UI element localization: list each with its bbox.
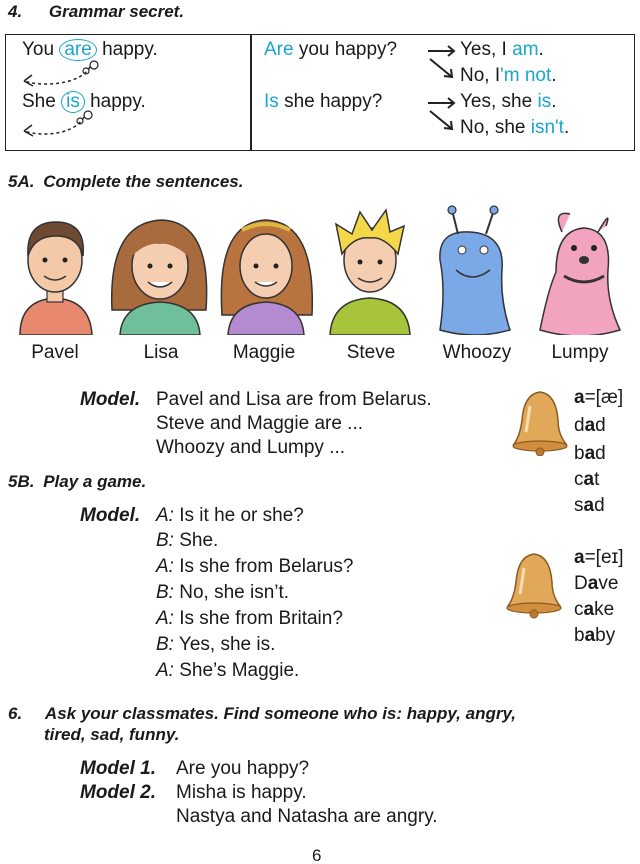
whoozy-illustration bbox=[440, 206, 510, 335]
answer-text: No, I bbox=[460, 65, 501, 86]
dialog-line bbox=[156, 582, 289, 604]
line-text: She’s Maggie. bbox=[179, 660, 300, 681]
answer-arrows-icon bbox=[426, 43, 460, 83]
answer-end: . bbox=[551, 91, 557, 112]
section-title: Grammar secret. bbox=[48, 2, 185, 21]
page-number: 6 bbox=[312, 846, 322, 864]
speaker: A: bbox=[156, 505, 174, 526]
section-5b-heading bbox=[8, 472, 146, 492]
dialog-line bbox=[156, 556, 353, 578]
section-title-line-2: tired, sad, funny. bbox=[44, 725, 180, 744]
question-verb: Are bbox=[264, 39, 294, 60]
model-sentence: Are you happy? bbox=[176, 758, 310, 779]
section-title: Play a game. bbox=[43, 472, 147, 491]
question-1 bbox=[264, 39, 397, 61]
answer-end: . bbox=[551, 65, 557, 86]
model-label: Model. bbox=[80, 389, 141, 410]
dialog-line bbox=[156, 634, 275, 656]
answer-verb: 'm not bbox=[500, 65, 552, 86]
circled-verb: are bbox=[59, 39, 96, 61]
character-name: Lumpy bbox=[551, 342, 609, 363]
dialog-line bbox=[156, 608, 343, 630]
character-name: Maggie bbox=[232, 342, 296, 363]
line-text: Yes, she is. bbox=[178, 634, 276, 655]
speaker: B: bbox=[156, 530, 174, 551]
section-number: 4. bbox=[8, 2, 23, 21]
question-rest: you happy? bbox=[298, 39, 398, 60]
section-6-heading bbox=[8, 704, 516, 724]
pavel-illustration bbox=[20, 222, 92, 335]
answer-arrows-icon bbox=[426, 95, 460, 135]
phonics-title-ei bbox=[574, 544, 624, 572]
model-sentence: Misha is happy. bbox=[176, 782, 307, 803]
answer-end: . bbox=[538, 39, 544, 60]
phonics-word: baby bbox=[574, 625, 616, 646]
section-number: 5A. bbox=[8, 172, 35, 191]
line-text: Is it he or she? bbox=[179, 505, 304, 526]
phonics-word: cake bbox=[574, 599, 615, 620]
table-divider bbox=[250, 35, 252, 150]
swap-arrow-icon bbox=[12, 109, 112, 143]
phonics-letter: a bbox=[574, 387, 585, 408]
character-name: Steve bbox=[346, 342, 396, 363]
steve-illustration bbox=[330, 210, 410, 335]
speaker: A: bbox=[156, 608, 174, 629]
bell-icon bbox=[510, 386, 570, 456]
subject-text: You bbox=[22, 39, 55, 60]
swap-arrow-icon bbox=[12, 59, 112, 93]
phonics-letter: a bbox=[574, 547, 585, 568]
section-number: 5B. bbox=[8, 472, 35, 491]
character-name: Pavel bbox=[31, 342, 79, 363]
phonics-word: cat bbox=[574, 469, 600, 490]
bell-icon bbox=[504, 548, 564, 620]
section-title: Complete the sentences. bbox=[43, 172, 244, 191]
speaker: B: bbox=[156, 634, 174, 655]
speaker: A: bbox=[156, 660, 174, 681]
answer-text: Yes, I bbox=[460, 39, 507, 60]
answer-end: . bbox=[563, 117, 570, 138]
model-sentence: Nastya and Natasha are angry. bbox=[176, 806, 438, 827]
character-illustrations bbox=[0, 200, 640, 335]
lisa-illustration bbox=[112, 220, 207, 335]
phonics-word: Dave bbox=[574, 573, 619, 594]
maggie-illustration bbox=[221, 220, 312, 335]
section-4-heading bbox=[8, 2, 184, 22]
grammar-table bbox=[5, 34, 635, 151]
phonics-sound: =[eɪ] bbox=[584, 547, 624, 568]
grammar-left-row-1 bbox=[22, 39, 158, 61]
model-label: Model 2. bbox=[80, 782, 157, 803]
section-number: 6. bbox=[8, 704, 23, 723]
section-5a-heading bbox=[8, 172, 243, 192]
answer-verb: is bbox=[537, 91, 552, 112]
line-text: Is she from Belarus? bbox=[179, 556, 354, 577]
dialog-line bbox=[156, 505, 304, 527]
model-sentence: Pavel and Lisa are from Belarus. bbox=[156, 389, 432, 410]
subject-text: She bbox=[22, 91, 56, 112]
answer-text: Yes, she bbox=[460, 91, 533, 112]
circled-verb: is bbox=[61, 91, 85, 113]
line-text: No, she isn’t. bbox=[179, 582, 290, 603]
model-label: Model 1. bbox=[80, 758, 157, 779]
lumpy-illustration bbox=[540, 213, 620, 335]
question-verb: Is bbox=[264, 91, 279, 112]
phonics-word: bad bbox=[574, 443, 606, 464]
line-text: Is she from Britain? bbox=[179, 608, 343, 629]
predicate-text: happy. bbox=[90, 91, 146, 112]
phonics-title-ae bbox=[574, 384, 623, 412]
phonics-word: sad bbox=[574, 495, 605, 516]
character-name: Lisa bbox=[143, 342, 179, 363]
answer-no-2 bbox=[460, 117, 569, 139]
answer-no-1 bbox=[460, 65, 557, 87]
model-sentence: Steve and Maggie are ... bbox=[156, 413, 364, 434]
model-label: Model. bbox=[80, 505, 141, 526]
speaker: B: bbox=[156, 582, 174, 603]
answer-verb: isn't bbox=[530, 117, 564, 138]
dialog-line bbox=[156, 660, 299, 682]
model-sentence: Whoozy and Lumpy ... bbox=[156, 437, 346, 458]
answer-verb: am bbox=[512, 39, 539, 60]
phonics-word: dad bbox=[574, 415, 606, 436]
dialog-line bbox=[156, 530, 218, 552]
answer-text: No, she bbox=[460, 117, 526, 138]
answer-yes-1 bbox=[460, 39, 544, 61]
phonics-sound: =[æ] bbox=[584, 387, 624, 408]
character-name: Whoozy bbox=[442, 342, 512, 363]
answer-yes-2 bbox=[460, 91, 556, 113]
section-title: Ask your classmates. Find someone who is: happy, angry, bbox=[44, 704, 517, 723]
predicate-text: happy. bbox=[102, 39, 158, 60]
speaker: A: bbox=[156, 556, 174, 577]
question-2 bbox=[264, 91, 382, 113]
line-text: She. bbox=[179, 530, 219, 551]
question-rest: she happy? bbox=[284, 91, 383, 112]
